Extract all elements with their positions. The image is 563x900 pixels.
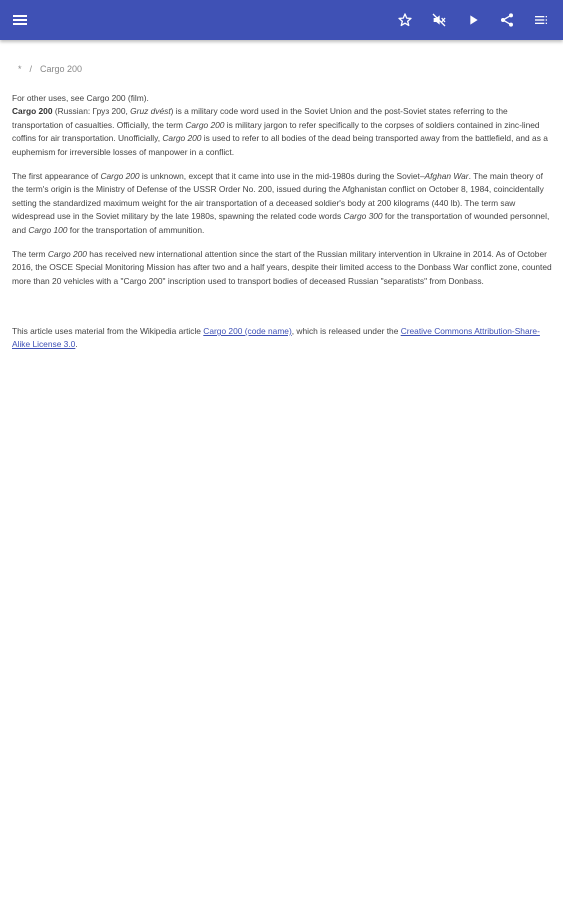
attribution-note — [12, 325, 552, 352]
text-span: for the transportation of wounded personnel, and — [12, 211, 550, 235]
breadcrumb-home[interactable]: * — [18, 64, 22, 74]
toc-icon[interactable] — [529, 8, 553, 32]
text-span: ) is a military code word used in the Soviet Union and the post-Soviet states referring to the transportation of casualties. Officially, the term — [12, 106, 508, 130]
volume-off-icon[interactable] — [427, 8, 451, 32]
text-span: This article uses material from the Wikipedia article — [12, 326, 204, 336]
term-italic: Afghan War — [424, 171, 469, 182]
breadcrumb-current: Cargo 200 — [40, 64, 83, 74]
article-paragraph-2 — [12, 170, 552, 237]
text-span: is unknown, except that it came into use in the mid-1980s during the Soviet– — [139, 171, 425, 182]
term-bold: Cargo 200 — [12, 106, 53, 117]
article-paragraph-1 — [12, 105, 552, 159]
app-bar-actions — [393, 8, 553, 32]
hatnote: For other uses, see Cargo 200 (film). — [12, 93, 149, 103]
text-span: for the transportation of ammunition. — [67, 224, 205, 235]
text-span: is used to refer to all bodies of the dead being transported away from the battlefield, and as a euphemism for irreversible losses of manpower in a conflict. — [12, 133, 548, 157]
text-span: (Russian: — [52, 106, 93, 117]
text-span: The first appearance of — [12, 171, 101, 182]
term-italic: Cargo 200 — [162, 133, 202, 144]
play-icon[interactable] — [461, 8, 485, 32]
russian-text: Груз 200 — [92, 106, 126, 117]
term-italic: Cargo 300 — [343, 211, 383, 222]
text-span: . The main theory of the term's origin is the Ministry of Defense of the USSR Order No. 200, issued during the Afghanistan conflict on October 8, 1984, coincidentally setting the standardized maximum weight for the air transportation of a deceased soldier's body at 200 kilograms (440 lb). The term saw widespread use in the Soviet military by the late 1980s, spawning the related code words — [12, 171, 544, 222]
text-span: . — [75, 339, 78, 350]
license-link[interactable]: Creative Commons Attribution-Share-Alike License 3.0 — [12, 326, 540, 350]
term-italic: Cargo 200 — [47, 249, 87, 260]
article-paragraph-3 — [12, 248, 552, 288]
term-italic: Cargo 200 — [100, 171, 140, 182]
term-italic: Cargo 200 — [185, 119, 225, 130]
term-italic: Cargo 100 — [28, 224, 68, 235]
article-body — [12, 92, 552, 299]
menu-icon[interactable] — [8, 8, 32, 32]
text-span: has received new international attention since the start of the Russian military intervention in Ukraine in 2014. As of October 2016, the OSCE Special Monitoring Mission has after two and a half years, despite their limited access to the Donbass War conflict zone, counted more than 20 vehicles with a "Cargo 200" inscription used to transport bodies of deceased Russian "separatists" from Donbass. — [12, 249, 552, 286]
breadcrumb-separator: / — [29, 64, 33, 74]
app-bar — [0, 0, 563, 40]
text-span: , which is released under the — [291, 326, 401, 336]
breadcrumb — [18, 64, 82, 74]
text-span: is military jargon to refer specifically to the corpses of soldiers contained in zinc-lined coffins for air transportation. Unofficially, — [12, 119, 540, 144]
text-span: The term — [12, 249, 48, 260]
text-span: , — [125, 106, 131, 117]
wikipedia-article-link[interactable]: Cargo 200 (code name) — [203, 326, 292, 336]
transliteration: Gruz dvést — [130, 106, 171, 117]
share-icon[interactable] — [495, 8, 519, 32]
star-icon[interactable] — [393, 8, 417, 32]
